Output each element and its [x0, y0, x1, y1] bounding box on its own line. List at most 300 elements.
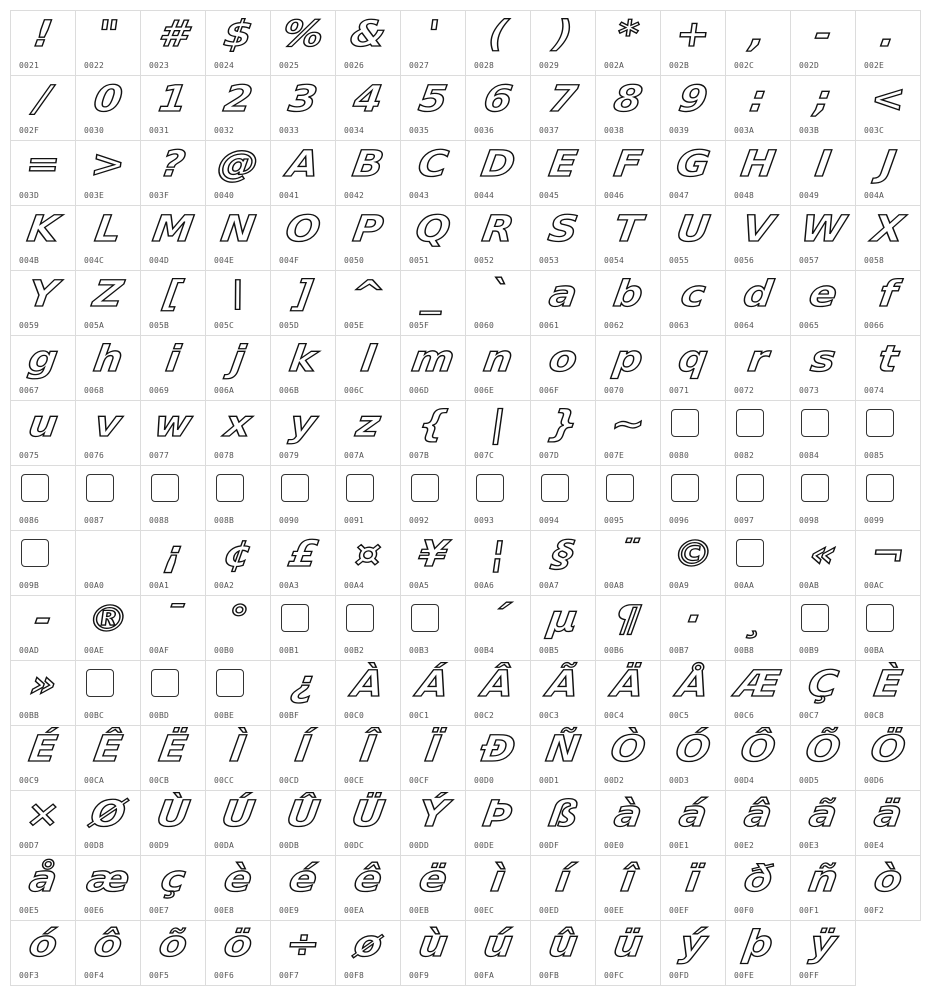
glyph-cell — [270, 10, 336, 76]
glyph: r — [745, 339, 771, 380]
glyph-cell — [725, 335, 791, 401]
glyph-code-label: 0079 — [279, 451, 300, 460]
glyph: l — [358, 339, 378, 380]
glyph-code-label: 00CC — [214, 776, 235, 785]
glyph: ù — [415, 924, 451, 965]
glyph-code-label: 0038 — [604, 126, 625, 135]
glyph-code-label: 00C8 — [864, 711, 885, 720]
glyph-code-label: 00B5 — [539, 646, 560, 655]
glyph-code-label: 00BE — [214, 711, 235, 720]
glyph-cell — [10, 75, 76, 141]
glyph: P — [350, 209, 386, 250]
glyph-grid — [10, 10, 920, 985]
glyph-cell — [855, 725, 921, 791]
glyph-cell — [400, 530, 466, 596]
glyph-code-label: 0033 — [279, 126, 300, 135]
glyph-cell — [530, 855, 596, 921]
glyph-code-label: 0043 — [409, 191, 430, 200]
glyph-cell — [465, 595, 531, 661]
glyph-code-label: 00DB — [279, 841, 300, 850]
glyph-cell — [140, 140, 206, 206]
glyph-cell — [790, 335, 856, 401]
glyph-cell — [595, 400, 661, 466]
glyph-code-label: 00F2 — [864, 906, 885, 915]
glyph-cell — [400, 75, 466, 141]
glyph-code-label: 0065 — [799, 321, 820, 330]
glyph-code-label: 0058 — [864, 256, 885, 265]
glyph-cell — [140, 465, 206, 531]
glyph-cell — [595, 855, 661, 921]
glyph-code-label: 00E6 — [84, 906, 105, 915]
glyph: ç — [158, 859, 188, 900]
glyph: Ù — [153, 794, 193, 835]
glyph-cell — [855, 790, 921, 856]
glyph: q — [675, 339, 711, 380]
glyph-cell — [335, 855, 401, 921]
glyph-code-label: 002A — [604, 61, 625, 70]
glyph: f — [876, 274, 900, 315]
glyph: À — [349, 664, 387, 705]
glyph-code-label: 00A1 — [149, 581, 170, 590]
glyph-cell — [335, 75, 401, 141]
glyph-code-label: 006D — [409, 386, 430, 395]
glyph-cell — [400, 465, 466, 531]
glyph-cell — [660, 75, 726, 141]
glyph: t — [875, 339, 901, 380]
glyph: z — [353, 404, 383, 445]
glyph: ¿ — [288, 664, 318, 705]
glyph-code-label: 00FE — [734, 971, 755, 980]
glyph-code-label: 00D3 — [669, 776, 690, 785]
missing-glyph-box — [216, 669, 244, 697]
glyph: Î — [357, 729, 379, 770]
glyph-code-label: 0095 — [604, 516, 625, 525]
glyph-code-label: 0050 — [344, 256, 365, 265]
glyph-cell — [140, 725, 206, 791]
glyph-cell — [205, 595, 271, 661]
glyph-cell — [10, 140, 76, 206]
missing-glyph-box — [151, 474, 179, 502]
glyph-code-label: 00C9 — [19, 776, 40, 785]
glyph: ° — [225, 599, 252, 640]
glyph: D — [478, 144, 518, 185]
glyph: s — [808, 339, 838, 380]
glyph: û — [545, 924, 581, 965]
glyph-code-label: 00D5 — [799, 776, 820, 785]
glyph-cell — [855, 595, 921, 661]
glyph-code-label: 00C5 — [669, 711, 690, 720]
glyph-cell — [335, 10, 401, 76]
glyph-cell — [400, 725, 466, 791]
glyph-code-label: 002F — [19, 126, 40, 135]
glyph-code-label: 00D9 — [149, 841, 170, 850]
glyph-code-label: 0047 — [669, 191, 690, 200]
glyph-cell — [140, 335, 206, 401]
glyph-cell — [465, 270, 531, 336]
glyph: G — [673, 144, 713, 185]
glyph-cell — [400, 140, 466, 206]
glyph-code-label: 00A8 — [604, 581, 625, 590]
missing-glyph-box — [736, 409, 764, 437]
glyph-code-label: 0031 — [149, 126, 170, 135]
glyph-cell — [530, 270, 596, 336]
missing-glyph-box — [86, 669, 114, 697]
glyph-code-label: 00E8 — [214, 906, 235, 915]
glyph: b — [610, 274, 646, 315]
glyph-code-label: 0045 — [539, 191, 560, 200]
glyph: © — [670, 534, 717, 575]
glyph: Ð — [478, 729, 518, 770]
glyph-cell — [660, 725, 726, 791]
glyph-code-label: 007C — [474, 451, 495, 460]
glyph-code-label: 00EF — [669, 906, 690, 915]
glyph-cell — [270, 660, 336, 726]
glyph-code-label: 00BA — [864, 646, 885, 655]
glyph-code-label: 00C7 — [799, 711, 820, 720]
glyph-cell — [855, 530, 921, 596]
glyph: o — [546, 339, 580, 380]
glyph-code-label: 00E3 — [799, 841, 820, 850]
glyph: ¤ — [352, 534, 384, 575]
glyph: « — [807, 534, 840, 575]
glyph-code-label: 003E — [84, 191, 105, 200]
glyph: ú — [480, 924, 516, 965]
glyph-code-label: 00A6 — [474, 581, 495, 590]
glyph-cell — [75, 75, 141, 141]
glyph-cell — [140, 595, 206, 661]
glyph: m — [409, 339, 457, 380]
glyph-cell — [75, 140, 141, 206]
glyph-cell — [660, 920, 726, 986]
glyph-cell — [10, 595, 76, 661]
glyph-code-label: 00E5 — [19, 906, 40, 915]
glyph-cell — [465, 335, 531, 401]
glyph-cell — [530, 660, 596, 726]
glyph-code-label: 0042 — [344, 191, 365, 200]
glyph-code-label: 00FA — [474, 971, 495, 980]
glyph-cell — [75, 855, 141, 921]
glyph-cell — [10, 855, 76, 921]
glyph-cell — [725, 75, 791, 141]
glyph: · — [682, 599, 704, 640]
glyph-cell — [530, 400, 596, 466]
glyph-code-label: 00AC — [864, 581, 885, 590]
glyph: H — [738, 144, 778, 185]
glyph-cell — [465, 10, 531, 76]
glyph-code-label: 005E — [344, 321, 365, 330]
glyph: = — [23, 144, 63, 185]
glyph-code-label: 0041 — [279, 191, 300, 200]
glyph-cell — [595, 75, 661, 141]
glyph: ÿ — [807, 924, 840, 965]
glyph: O — [283, 209, 324, 250]
glyph-code-label: 00E1 — [669, 841, 690, 850]
glyph-cell — [270, 140, 336, 206]
glyph-code-label: 0066 — [864, 321, 885, 330]
glyph-cell — [465, 400, 531, 466]
glyph-code-label: 0025 — [279, 61, 300, 70]
glyph-code-label: 00B1 — [279, 646, 300, 655]
glyph: [ — [160, 274, 186, 315]
glyph-cell — [205, 790, 271, 856]
glyph-cell — [205, 530, 271, 596]
glyph: æ — [84, 859, 133, 900]
glyph-code-label: 0084 — [799, 451, 820, 460]
glyph: × — [23, 794, 63, 835]
glyph-cell — [140, 270, 206, 336]
glyph-cell — [10, 270, 76, 336]
glyph-code-label: 002B — [669, 61, 690, 70]
glyph: õ — [156, 924, 190, 965]
glyph-code-label: 00B3 — [409, 646, 430, 655]
glyph-code-label: 00F3 — [19, 971, 40, 980]
glyph-cell — [10, 530, 76, 596]
glyph-code-label: 0034 — [344, 126, 365, 135]
missing-glyph-box — [216, 474, 244, 502]
glyph-cell — [660, 335, 726, 401]
glyph: T — [611, 209, 645, 250]
glyph: þ — [740, 924, 776, 965]
glyph: Þ — [480, 794, 516, 835]
glyph-code-label: 0090 — [279, 516, 300, 525]
glyph-cell — [855, 855, 921, 921]
glyph-cell — [140, 855, 206, 921]
glyph: Z — [90, 274, 126, 315]
glyph: x — [222, 404, 254, 445]
glyph-cell — [790, 140, 856, 206]
glyph-code-label: 0080 — [669, 451, 690, 460]
glyph-code-label: 0082 — [734, 451, 755, 460]
glyph-code-label: 00B8 — [734, 646, 755, 655]
glyph-cell — [75, 660, 141, 726]
glyph: ^ — [348, 274, 388, 315]
glyph-cell — [790, 205, 856, 271]
glyph-cell — [530, 140, 596, 206]
glyph-code-label: 006C — [344, 386, 365, 395]
missing-glyph-box — [866, 604, 894, 632]
glyph: 6 — [481, 79, 515, 120]
glyph-code-label: 00F5 — [149, 971, 170, 980]
glyph-cell — [660, 790, 726, 856]
glyph-cell — [725, 465, 791, 531]
glyph: ( — [485, 14, 511, 55]
glyph: ) — [550, 14, 576, 55]
glyph-cell — [530, 595, 596, 661]
glyph-code-label: 005F — [409, 321, 430, 330]
glyph: ê — [351, 859, 385, 900]
glyph-code-label: 00E9 — [279, 906, 300, 915]
glyph-code-label: 004F — [279, 256, 300, 265]
glyph: W — [797, 209, 849, 250]
glyph-cell — [855, 270, 921, 336]
glyph-cell — [205, 140, 271, 206]
glyph: v — [92, 404, 125, 445]
glyph-code-label: 004E — [214, 256, 235, 265]
glyph-cell — [75, 790, 141, 856]
glyph: ~ — [608, 404, 648, 445]
missing-glyph-box — [801, 474, 829, 502]
missing-glyph-box — [801, 409, 829, 437]
glyph-code-label: 00D0 — [474, 776, 495, 785]
glyph-code-label: 00F0 — [734, 906, 755, 915]
glyph: Í — [292, 729, 314, 770]
glyph: » — [27, 664, 60, 705]
glyph-code-label: 0059 — [19, 321, 40, 330]
glyph-cell — [335, 725, 401, 791]
glyph-cell — [530, 530, 596, 596]
glyph: g — [25, 339, 61, 380]
glyph-code-label: 0085 — [864, 451, 885, 460]
glyph: ® — [85, 599, 132, 640]
glyph-code-label: 00D8 — [84, 841, 105, 850]
glyph-cell — [10, 335, 76, 401]
glyph-code-label: 00CF — [409, 776, 430, 785]
glyph-code-label: 004C — [84, 256, 105, 265]
glyph: , — [747, 14, 769, 55]
glyph-code-label: 00B0 — [214, 646, 235, 655]
glyph-code-label: 005D — [279, 321, 300, 330]
glyph-cell — [335, 790, 401, 856]
glyph: ¯ — [160, 599, 187, 640]
glyph-cell — [335, 270, 401, 336]
glyph-cell — [530, 335, 596, 401]
glyph: É — [26, 729, 60, 770]
glyph-code-label: 00DA — [214, 841, 235, 850]
glyph: Û — [283, 794, 323, 835]
glyph: 4 — [351, 79, 385, 120]
glyph-cell — [725, 790, 791, 856]
glyph-code-label: 00F8 — [344, 971, 365, 980]
glyph-cell — [270, 75, 336, 141]
glyph: S — [545, 209, 581, 250]
glyph-code-label: 00C6 — [734, 711, 755, 720]
glyph-cell — [530, 725, 596, 791]
glyph-code-label: 007A — [344, 451, 365, 460]
missing-glyph-box — [541, 474, 569, 502]
glyph: ë — [416, 859, 450, 900]
glyph: § — [550, 534, 577, 575]
glyph-cell — [140, 10, 206, 76]
glyph-cell — [400, 270, 466, 336]
glyph-cell — [465, 855, 531, 921]
glyph-cell — [790, 10, 856, 76]
glyph-code-label: 00D2 — [604, 776, 625, 785]
glyph-cell — [465, 725, 531, 791]
glyph: U — [673, 209, 713, 250]
glyph-code-label: 0070 — [604, 386, 625, 395]
glyph: > — [88, 144, 128, 185]
glyph: ¨ — [615, 534, 642, 575]
glyph-code-label: 0032 — [214, 126, 235, 135]
glyph: N — [218, 209, 258, 250]
missing-glyph-box — [411, 604, 439, 632]
glyph-cell — [465, 920, 531, 986]
glyph-cell — [400, 855, 466, 921]
glyph: Õ — [803, 729, 844, 770]
missing-glyph-box — [736, 539, 764, 567]
glyph: à — [611, 794, 645, 835]
glyph: ý — [677, 924, 710, 965]
glyph-code-label: 0071 — [669, 386, 690, 395]
missing-glyph-box — [346, 604, 374, 632]
glyph-code-label: 00F6 — [214, 971, 235, 980]
glyph-cell — [595, 725, 661, 791]
glyph-cell — [790, 75, 856, 141]
glyph-cell — [10, 465, 76, 531]
glyph-code-label: 003C — [864, 126, 885, 135]
glyph: ä — [871, 794, 905, 835]
glyph: - — [811, 14, 835, 55]
glyph: Â — [479, 664, 517, 705]
glyph: Ò — [608, 729, 649, 770]
missing-glyph-box — [476, 474, 504, 502]
glyph: Ã — [544, 664, 582, 705]
glyph: & — [347, 14, 389, 55]
glyph-code-label: 00EA — [344, 906, 365, 915]
glyph: Ý — [415, 794, 451, 835]
glyph: ' — [424, 14, 443, 55]
glyph: Æ — [733, 664, 783, 705]
glyph: ï — [683, 859, 703, 900]
glyph: Á — [414, 664, 452, 705]
glyph-cell — [855, 205, 921, 271]
missing-glyph-box — [411, 474, 439, 502]
glyph: ð — [741, 859, 775, 900]
missing-glyph-box — [671, 474, 699, 502]
glyph-cell — [660, 270, 726, 336]
glyph-code-label: 00F9 — [409, 971, 430, 980]
glyph: ` — [485, 274, 512, 315]
glyph-cell — [75, 205, 141, 271]
glyph-code-label: 0064 — [734, 321, 755, 330]
missing-glyph-box — [801, 604, 829, 632]
glyph: B — [349, 144, 387, 185]
glyph-code-label: 0088 — [149, 516, 170, 525]
glyph-cell — [205, 855, 271, 921]
glyph: L — [92, 209, 124, 250]
glyph-cell — [270, 530, 336, 596]
glyph-code-label: 00B4 — [474, 646, 495, 655]
glyph: ¸ — [745, 599, 772, 640]
glyph-code-label: 00CD — [279, 776, 300, 785]
glyph: è — [221, 859, 255, 900]
glyph-code-label: 00FB — [539, 971, 560, 980]
glyph: ´ — [485, 599, 512, 640]
glyph-cell — [595, 335, 661, 401]
glyph: C — [415, 144, 451, 185]
glyph-cell — [140, 920, 206, 986]
glyph-code-label: 0062 — [604, 321, 625, 330]
glyph: È — [871, 664, 905, 705]
glyph: Ê — [91, 729, 125, 770]
glyph-cell — [140, 660, 206, 726]
glyph-cell — [205, 75, 271, 141]
glyph: ò — [871, 859, 905, 900]
glyph-code-label: 00CE — [344, 776, 365, 785]
missing-glyph-box — [21, 474, 49, 502]
glyph-cell — [140, 205, 206, 271]
glyph-cell — [270, 920, 336, 986]
glyph: } — [545, 404, 581, 445]
glyph-code-label: 00E2 — [734, 841, 755, 850]
glyph-cell — [400, 400, 466, 466]
glyph-code-label: 00C2 — [474, 711, 495, 720]
glyph-cell — [595, 465, 661, 531]
missing-glyph-box — [21, 539, 49, 567]
glyph-cell — [530, 465, 596, 531]
glyph-code-label: 00AF — [149, 646, 170, 655]
glyph: ¥ — [416, 534, 450, 575]
